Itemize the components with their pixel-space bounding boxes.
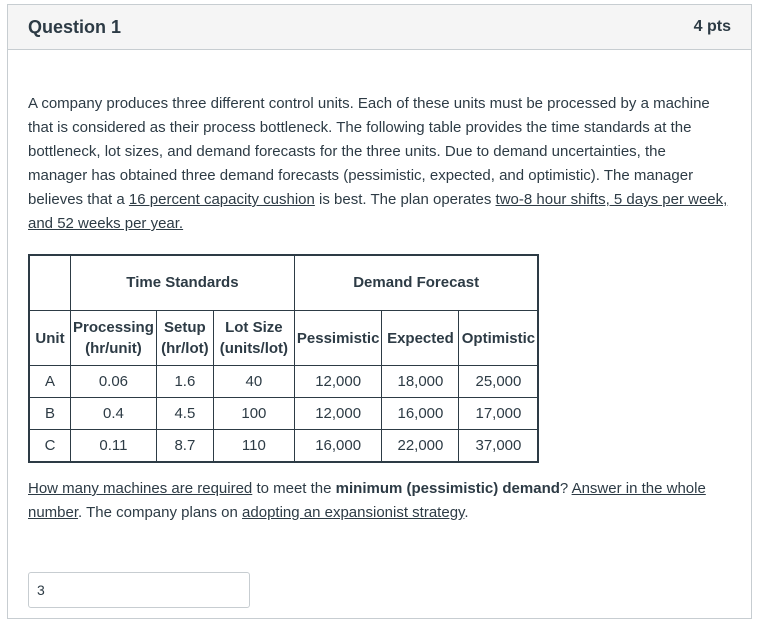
processing-unit-label: (hr/unit) xyxy=(85,340,142,357)
answer-input[interactable] xyxy=(28,572,250,608)
question-prompt xyxy=(28,477,733,525)
whole-number-link: Answer in the whole number xyxy=(28,480,706,521)
lot-size-cell: 110 xyxy=(213,430,294,463)
setup-label: Setup xyxy=(164,319,206,336)
prompt-text-plans: . The company plans on xyxy=(78,504,243,521)
lot-size-unit-label: (units/lot) xyxy=(219,340,289,357)
pessimistic-cell: 12,000 xyxy=(294,398,382,430)
lot-size-label: Lot Size xyxy=(225,319,283,336)
unit-cell: A xyxy=(29,366,71,398)
question-header xyxy=(8,5,751,50)
processing-cell: 0.4 xyxy=(71,398,157,430)
processing-label: Processing xyxy=(73,319,154,336)
question-card xyxy=(7,4,752,619)
prompt-text: to meet the xyxy=(252,480,336,497)
capacity-cushion-link: 16 percent capacity cushion xyxy=(128,191,315,208)
question-body xyxy=(8,50,751,608)
processing-cell: 0.06 xyxy=(71,366,157,398)
pessimistic-cell: 16,000 xyxy=(294,430,382,463)
optimistic-cell: 17,000 xyxy=(459,398,539,430)
minimum-demand-emphasis: minimum (pessimistic) demand xyxy=(335,480,560,497)
optimistic-column-header: Optimistic xyxy=(459,311,539,366)
time-standards-header: Time Standards xyxy=(71,255,295,311)
setup-cell: 4.5 xyxy=(156,398,213,430)
optimistic-cell: 25,000 xyxy=(459,366,539,398)
unit-cell: B xyxy=(29,398,71,430)
processing-cell: 0.11 xyxy=(71,430,157,463)
processing-column-header xyxy=(71,311,157,366)
expected-cell: 22,000 xyxy=(382,430,459,463)
empty-header-cell xyxy=(29,255,71,311)
pessimistic-column-header: Pessimistic xyxy=(294,311,382,366)
question-title: Question 1 xyxy=(28,16,122,37)
question-intro xyxy=(28,92,728,236)
unit-column-header: Unit xyxy=(29,311,71,366)
data-table xyxy=(28,254,539,463)
lot-size-cell: 100 xyxy=(213,398,294,430)
shifts-link: two-8 hour shifts, 5 days per week, and 52 weeks per year. xyxy=(28,191,728,232)
expansionist-strategy-link: adopting an expansionist strategy xyxy=(242,504,465,521)
setup-cell: 8.7 xyxy=(156,430,213,463)
how-many-link: How many machines are required xyxy=(28,480,253,497)
prompt-end: . xyxy=(464,504,469,521)
demand-forecast-header: Demand Forecast xyxy=(294,255,538,311)
pessimistic-cell: 12,000 xyxy=(294,366,382,398)
table-row xyxy=(29,398,538,430)
table-row xyxy=(29,430,538,463)
expected-column-header: Expected xyxy=(382,311,459,366)
setup-column-header xyxy=(156,311,213,366)
question-points: 4 pts xyxy=(693,18,731,35)
intro-text-mid: is best. The plan operates xyxy=(314,191,496,208)
expected-cell: 16,000 xyxy=(382,398,459,430)
expected-cell: 18,000 xyxy=(382,366,459,398)
prompt-question-mark: ? xyxy=(559,480,572,497)
intro-text: A company produces three different control units. Each of these units must be processed by a machine that is considered as their process bottleneck. The following table provides the time standards at the bottleneck, lot sizes, and demand forecasts for the three units. Due to demand uncertainties, the manager has obtained three demand forecasts (pessimistic, expected, and optimistic). The manager believes that a xyxy=(28,95,710,208)
lot-size-cell: 40 xyxy=(213,366,294,398)
lot-size-column-header xyxy=(213,311,294,366)
unit-cell: C xyxy=(29,430,71,463)
table-row xyxy=(29,366,538,398)
setup-unit-label: (hr/lot) xyxy=(161,340,209,357)
optimistic-cell: 37,000 xyxy=(459,430,539,463)
setup-cell: 1.6 xyxy=(156,366,213,398)
